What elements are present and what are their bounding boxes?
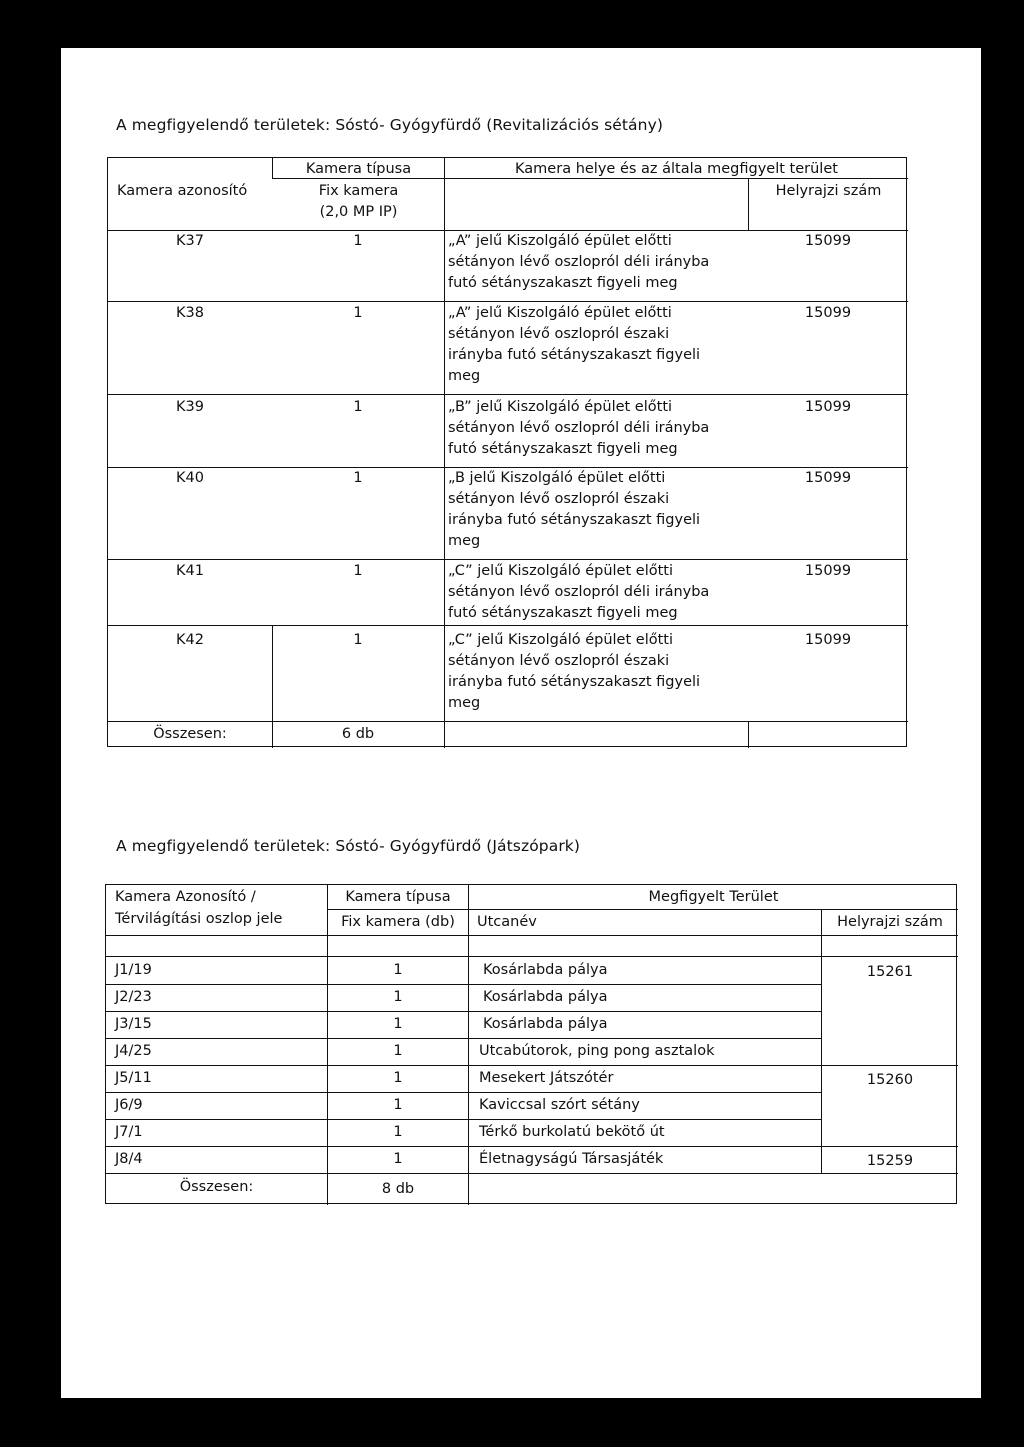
table1	[107, 157, 907, 747]
header-camera-id: Kamera azonosító	[117, 183, 248, 199]
camera-id: J5/11	[115, 1070, 152, 1086]
camera-id: K37	[176, 233, 204, 249]
header-fixed-camera: Fix kamera (db)	[341, 914, 455, 930]
camera-count: 1	[353, 233, 363, 249]
camera-count: 1	[353, 399, 363, 415]
header-observed-area: Megfigyelt Terület	[648, 889, 779, 905]
street-name: Életnagyságú Társasjáték	[479, 1151, 664, 1167]
lot-number: 15261	[866, 964, 914, 980]
street-name: Kosárlabda pálya	[483, 1016, 608, 1032]
header-lot-number: Helyrajzi szám	[775, 183, 882, 199]
header-fixed-camera: Fix kamera	[318, 183, 399, 199]
lot-number: 15259	[866, 1153, 914, 1169]
camera-count: 1	[393, 1016, 403, 1032]
camera-id: J4/25	[115, 1043, 152, 1059]
camera-id: K41	[176, 563, 204, 579]
camera-location: „A” jelű Kiszolgáló épület előtti sétányon lévő oszlopról déli irányba futó sétányszakaszt figyeli meg	[448, 233, 710, 291]
header-resolution: (2,0 MP IP)	[319, 204, 398, 220]
section1-heading: A megfigyelendő területek: Sóstó- Gyógyfürdő (Revitalizációs sétány)	[116, 116, 663, 134]
camera-id: K38	[176, 305, 204, 321]
street-name: Utcabútorok, ping pong asztalok	[479, 1043, 715, 1059]
header-location: Kamera helye és az általa megfigyelt terület	[515, 161, 838, 177]
camera-count: 1	[353, 563, 363, 579]
lot-number: 15260	[866, 1072, 914, 1088]
street-name: Kaviccsal szórt sétány	[479, 1097, 640, 1113]
camera-count: 1	[393, 1097, 403, 1113]
document-page	[61, 48, 981, 1398]
camera-location: „C” jelű Kiszolgáló épület előtti sétányon lévő oszlopról déli irányba futó sétányszakaszt figyeli meg	[448, 563, 710, 621]
camera-location: „B jelű Kiszolgáló épület előtti sétányon lévő oszlopról északi irányba futó sétányszakaszt figyeli meg	[448, 470, 701, 549]
camera-count: 1	[393, 1070, 403, 1086]
camera-id: K40	[176, 470, 204, 486]
camera-count: 1	[353, 470, 363, 486]
camera-id: K42	[176, 632, 204, 648]
lot-number: 15099	[804, 233, 852, 249]
lot-number: 15099	[804, 632, 852, 648]
camera-location: „C” jelű Kiszolgáló épület előtti sétányon lévő oszlopról északi irányba futó sétányszakaszt figyeli meg	[448, 632, 701, 711]
total-label: Összesen:	[179, 1179, 254, 1195]
camera-id: J6/9	[115, 1097, 143, 1113]
camera-id: K39	[176, 399, 204, 415]
camera-count: 1	[393, 962, 403, 978]
camera-id: J2/23	[115, 989, 152, 1005]
section2-heading: A megfigyelendő területek: Sóstó- Gyógyfürdő (Játszópark)	[116, 837, 581, 855]
street-name: Térkő burkolatú bekötő út	[479, 1124, 665, 1140]
camera-id: J7/1	[115, 1124, 143, 1140]
total-value: 8 db	[381, 1181, 415, 1197]
lot-number: 15099	[804, 305, 852, 321]
camera-location: „B” jelű Kiszolgáló épület előtti sétányon lévő oszlopról déli irányba futó sétányszakaszt figyeli meg	[448, 399, 710, 457]
lot-number: 15099	[804, 399, 852, 415]
total-label: Összesen:	[153, 726, 227, 742]
total-value: 6 db	[341, 726, 375, 742]
header-camera-id-2: Térvilágítási oszlop jele	[115, 911, 283, 927]
camera-count: 1	[353, 632, 363, 648]
lot-number: 15099	[804, 563, 852, 579]
street-name: Kosárlabda pálya	[483, 962, 608, 978]
camera-location: „A” jelű Kiszolgáló épület előtti sétányon lévő oszlopról északi irányba futó sétányszakaszt figyeli meg	[448, 305, 701, 384]
camera-count: 1	[393, 1043, 403, 1059]
camera-id: J1/19	[115, 962, 152, 978]
table2	[105, 884, 957, 1204]
header-camera-id: Kamera Azonosító /	[115, 889, 256, 905]
camera-count: 1	[393, 1151, 403, 1167]
header-lot-number: Helyrajzi szám	[837, 914, 943, 930]
header-camera-type: Kamera típusa	[345, 889, 451, 905]
street-name: Kosárlabda pálya	[483, 989, 608, 1005]
camera-id: J3/15	[115, 1016, 152, 1032]
header-street: Utcanév	[477, 914, 537, 930]
lot-number: 15099	[804, 470, 852, 486]
camera-count: 1	[353, 305, 363, 321]
camera-id: J8/4	[115, 1151, 143, 1167]
header-camera-type: Kamera típusa	[305, 161, 412, 177]
camera-count: 1	[393, 989, 403, 1005]
camera-count: 1	[393, 1124, 403, 1140]
street-name: Mesekert Játszótér	[479, 1070, 614, 1086]
